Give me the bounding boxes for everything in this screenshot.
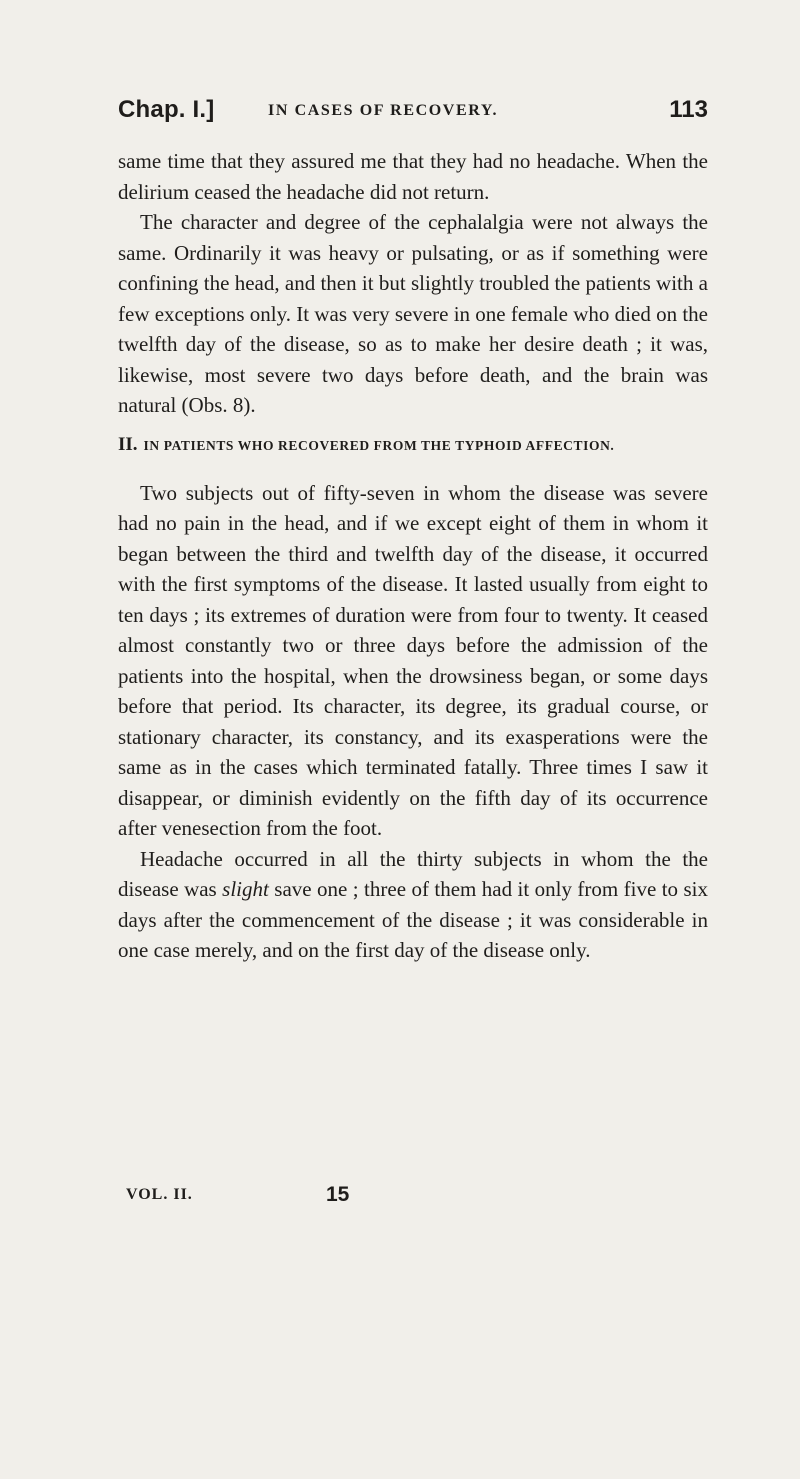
page-number: 113 xyxy=(669,96,708,123)
paragraph-typhoid: Two subjects out of fifty-seven in whom the disease was severe had no pain in the head, and if we except eight of them in whom it began between the third and twelfth day of the disease, it occurred with the first symptoms of the disease. It lasted usually from eight to ten days ; its extremes of duration were from four to twenty. It ceased almost constantly two or three days before the admission of the patients into the hospital, when the drowsiness began, or some days before that period. Its character, its degree, its gradual course, or stationary character, its constancy, and its exasperations were the same as in the cases which terminated fatally. Three times I saw it disappear, or diminish evidently on the fifth day of its occurrence after venesection from the foot. xyxy=(118,480,708,840)
paragraph-continuation: same time that they assured me that they had no headache. When the delirium ceased the headache did not return. xyxy=(118,149,708,204)
running-title: IN CASES OF RECOVERY. xyxy=(268,102,499,119)
section-heading xyxy=(118,433,708,458)
paragraph-cephalalgia: The character and degree of the cephalalgia were not always the same. Ordinarily it was heavy or pulsating, or as if something were confining the head, and then it but slightly troubled the patients with a few exceptions only. It was very severe in one female who died on the twelfth day of the disease, so as to make her desire death ; it was, likewise, most severe two days before death, and the brain was natural (Obs. 8). xyxy=(118,210,708,417)
section-title: IN PATIENTS WHO RECOVERED FROM THE TYPHOID AFFECTION. xyxy=(143,437,615,453)
signature-mark: 15 xyxy=(326,1183,350,1206)
paragraph-headache-slight xyxy=(118,844,708,966)
italic-word: slight xyxy=(222,877,269,901)
volume-signature: VOL. II. xyxy=(126,1186,193,1203)
text-after-italic: save one ; three of them had it only from five to six days after the commencement of the disease ; it was considerable in one case merely, and on the first day of the disease only. xyxy=(118,877,708,962)
running-head xyxy=(118,96,708,136)
chapter-label: Chap. I.] xyxy=(118,96,215,123)
body-text xyxy=(118,146,708,966)
page-footer xyxy=(126,1183,526,1216)
text-before-italic: Headache occurred in all the thirty subjects in whom the the disease was xyxy=(118,846,708,901)
section-number: II. xyxy=(118,433,138,455)
